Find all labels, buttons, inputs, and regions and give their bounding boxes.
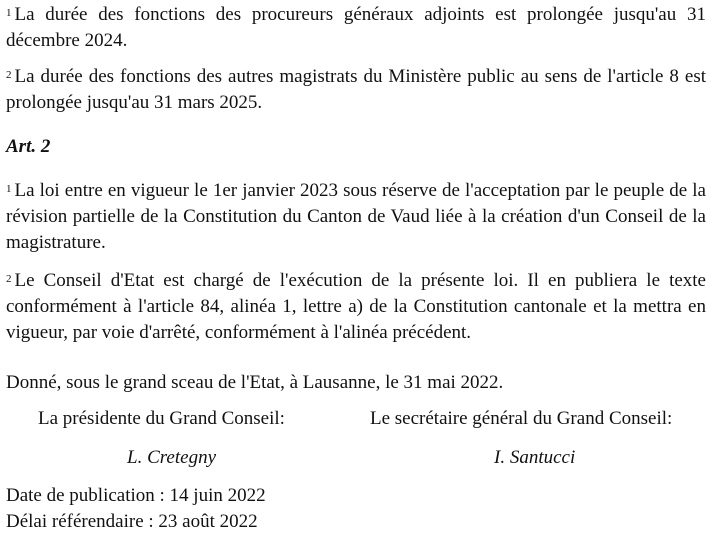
paragraph-number: 1 — [6, 7, 12, 19]
left-signatory-name: L. Cretegny — [127, 447, 217, 468]
left-signatory-title: La présidente du Grand Conseil: — [38, 408, 285, 429]
paragraph-number: 2 — [6, 69, 12, 81]
referendum-deadline: Délai référendaire : 23 août 2022 — [6, 511, 258, 532]
right-signatory-name: I. Santucci — [494, 447, 576, 468]
paragraph-2-2 — [6, 268, 706, 346]
paragraph-text: La durée des fonctions des procureurs généraux adjoints est prolongée jusqu'au 31 décembre 2024. — [6, 4, 706, 51]
paragraph-number: 2 — [6, 273, 12, 285]
paragraph-text: La loi entre en vigueur le 1er janvier 2023 sous réserve de l'acceptation par le peuple de la révision partielle de la Constitution du Canton de Vaud liée à la création d'un Conseil de la magistrature. — [6, 180, 706, 253]
article-heading: Art. 2 — [6, 136, 51, 157]
given-statement: Donné, sous le grand sceau de l'Etat, à Lausanne, le 31 mai 2022. — [6, 372, 504, 393]
right-signatory-title: Le secrétaire général du Grand Conseil: — [370, 408, 673, 429]
paragraph-1-2 — [6, 64, 706, 116]
paragraph-2-1 — [6, 178, 706, 256]
paragraph-1-1 — [6, 2, 706, 54]
publication-date: Date de publication : 14 juin 2022 — [6, 485, 266, 506]
paragraph-text: La durée des fonctions des autres magistrats du Ministère public au sens de l'article 8 est prolongée jusqu'au 31 mars 2025. — [6, 66, 706, 113]
paragraph-number: 1 — [6, 183, 12, 195]
paragraph-text: Le Conseil d'Etat est chargé de l'exécution de la présente loi. Il en publiera le texte conformément à l'article 84, alinéa 1, lettre a) de la Constitution cantonale et la mettra en vigueur, par voie d'arrêté, conformément à l'alinéa précédent. — [6, 270, 706, 343]
